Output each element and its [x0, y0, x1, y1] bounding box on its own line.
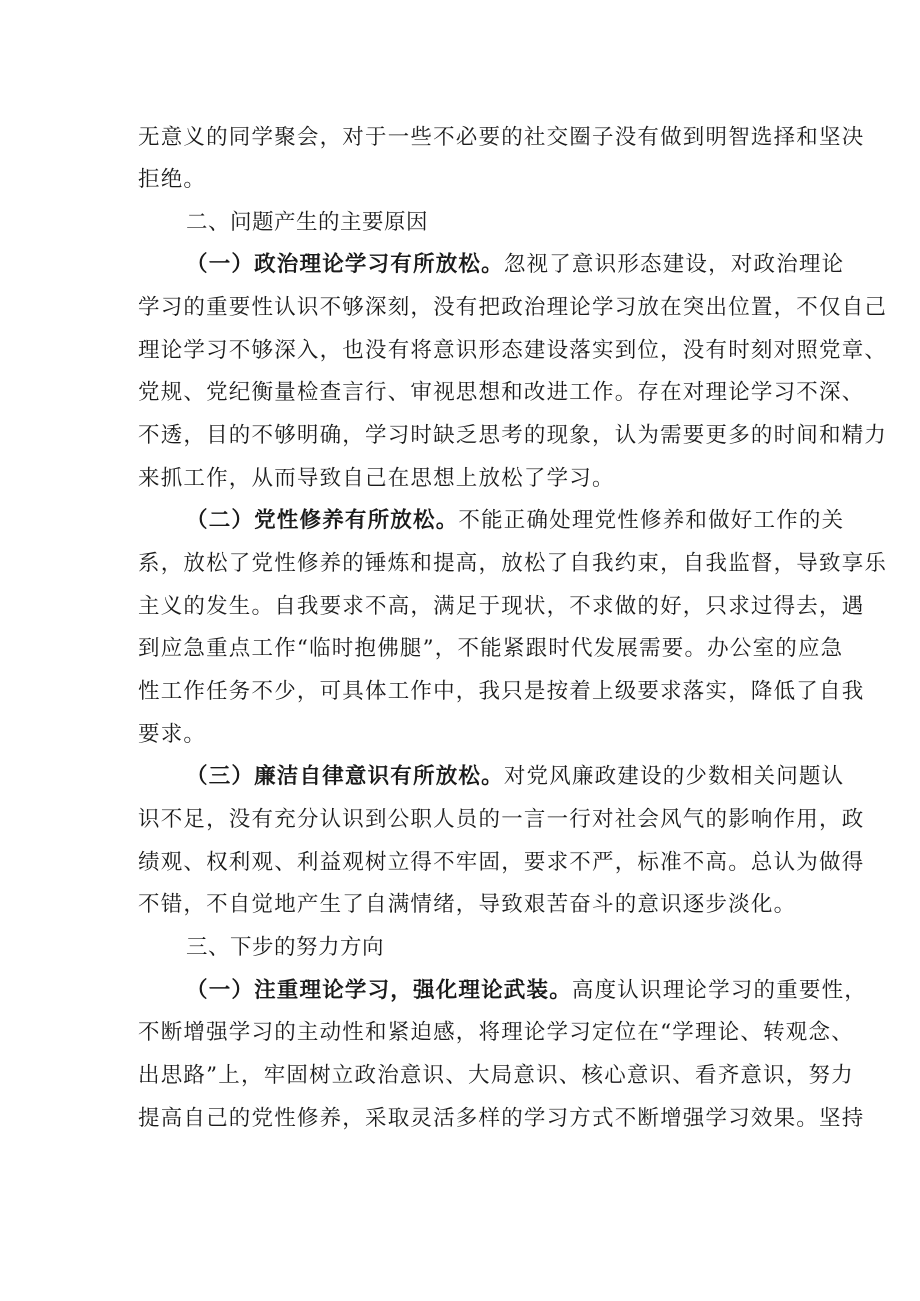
paragraph-line: 拒绝。 — [138, 167, 207, 192]
paragraph-line: 主义的发生。自我要求不高，满足于现状，不求做的好，只求过得去，遇 — [138, 594, 865, 619]
paragraph-line: 不错，不自觉地产生了自满情绪，导致艰苦奋斗的意识逐步淡化。 — [138, 892, 797, 917]
section-heading: 二、问题产生的主要原因 — [186, 210, 429, 235]
paragraph-line: 出思路”上，牢固树立政治意识、大局意识、核心意识、看齐意识，努力 — [138, 1063, 854, 1088]
paragraph-lead-bold: （一）政治理论学习有所放松。 — [186, 252, 504, 277]
paragraph-line: 要求。 — [138, 722, 207, 747]
paragraph-line: 系，放松了党性修养的锤炼和提高，放松了自我约束，自我监督，导致享乐 — [138, 551, 888, 576]
paragraph-first-line — [186, 976, 868, 1006]
paragraph-lead-text: 对党风廉政建设的少数相关问题认 — [503, 764, 845, 789]
paragraph-lead-bold: （一）注重理论学习，强化理论武装。 — [186, 978, 572, 1003]
paragraph-line: 学习的重要性认识不够深刻，没有把政治理论学习放在突出位置，不仅自己 — [138, 295, 888, 320]
paragraph-first-line — [186, 250, 845, 280]
paragraph-line: 到应急重点工作“临时抱佛腿”，不能紧跟时代发展需要。办公室的应急 — [138, 636, 844, 661]
paragraph-line: 绩观、权利观、利益观树立得不牢固，要求不严，标准不高。总认为做得 — [138, 850, 865, 875]
paragraph-lead-text: 忽视了意识形态建设，对政治理论 — [503, 252, 845, 277]
paragraph-lead-bold: （二）党性修养有所放松。 — [186, 508, 459, 533]
paragraph-line: 不透，目的不够明确，学习时缺乏思考的现象，认为需要更多的时间和精力 — [138, 423, 888, 448]
paragraph-lead-text: 不能正确处理党性修养和做好工作的关 — [458, 508, 845, 533]
paragraph-first-line — [186, 762, 845, 792]
paragraph-line: 提高自己的党性修养，采取灵活多样的学习方式不断增强学习效果。坚持 — [138, 1106, 865, 1131]
paragraph-line: 性工作任务不少，可具体工作中，我只是按着上级要求落实，降低了自我 — [138, 679, 865, 704]
paragraph-line: 来抓工作，从而导致自己在思想上放松了学习。 — [138, 466, 615, 491]
paragraph-line: 不断增强学习的主动性和紧迫感，将理论学习定位在“学理论、转观念、 — [138, 1020, 854, 1045]
paragraph-line: 无意义的同学聚会，对于一些不必要的社交圈子没有做到明智选择和坚决 — [138, 125, 865, 150]
paragraph-lead-bold: （三）廉洁自律意识有所放松。 — [186, 764, 504, 789]
paragraph-line: 理论学习不够深入，也没有将意识形态建设落实到位，没有时刻对照党章、 — [138, 338, 888, 363]
paragraph-line: 党规、党纪衡量检查言行、审视思想和改进工作。存在对理论学习不深、 — [138, 380, 865, 405]
paragraph-line: 识不足，没有充分认识到公职人员的一言一行对社会风气的影响作用，政 — [138, 807, 865, 832]
section-heading: 三、下步的努力方向 — [186, 935, 385, 960]
paragraph-first-line — [186, 506, 845, 536]
paragraph-lead-text: 高度认识理论学习的重要性， — [571, 978, 868, 1003]
